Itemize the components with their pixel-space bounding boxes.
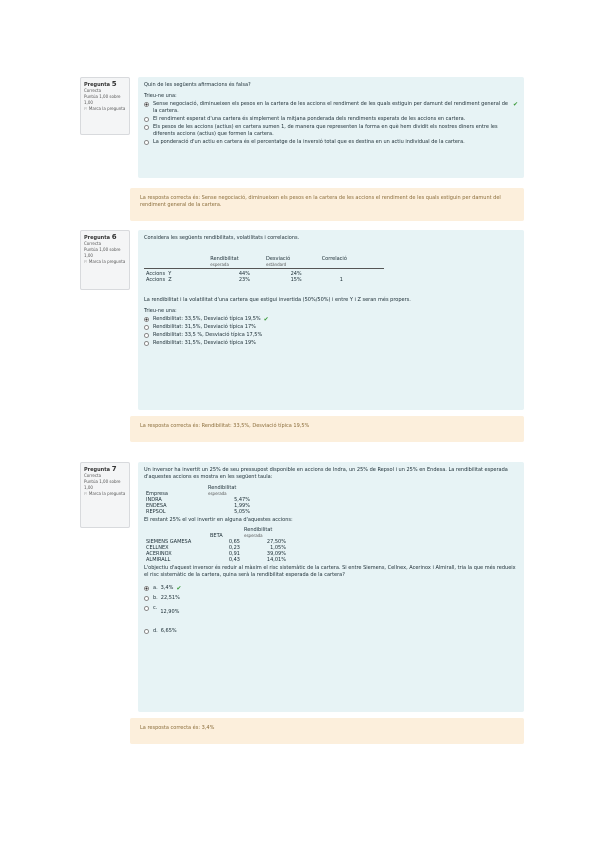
radio-button[interactable]: [144, 629, 149, 634]
question-7-feedback: La resposta correcta és: 3,4%: [130, 718, 524, 744]
answer-option[interactable]: c. 12,90%: [144, 605, 518, 616]
question-score: Puntúa 1,00 sobre 1,00: [84, 479, 121, 490]
question-5-info: [80, 77, 130, 135]
question-6-content: [138, 230, 524, 410]
returns-table: Rendibilitat esperada Desviació estàndard Correlació Accions Y 44% 24% Accions Z 23% 15% 1: [144, 256, 384, 283]
flag-icon: ⚐: [84, 259, 88, 264]
flag-question-link[interactable]: ⚐ Marca la pregunta: [84, 491, 126, 496]
question-text: Quin de les següents afirmacions és falsa?: [144, 82, 251, 88]
question-6-feedback: La resposta correcta és: Rendibilitat: 33,5%, Desviació típica 19,5%: [130, 416, 524, 442]
table-row: ALMIRALL 0,43 14,01%: [146, 557, 286, 563]
question-5-feedback: La resposta correcta és: Sense negociació, diminueixen els pesos en la cartera de les accions el rendiment de les quals estiguin per damunt del rendiment general de la cartera.: [130, 188, 524, 221]
answer-option[interactable]: La ponderació d'un actiu en cartera és el percentatge de la inversió total que es destina en un actiu individual de la cartera.: [144, 139, 518, 146]
table-row: ENDESA 1,99%: [146, 503, 250, 509]
flag-question-link[interactable]: ⚐ Marca la pregunta: [84, 106, 126, 111]
answer-option[interactable]: Rendibilitat: 33,5 %, Desviació típica 17,5%: [144, 332, 518, 339]
table-row: CELLNEX 0,23 1,05%: [146, 545, 286, 551]
question-text-2: El restant 25% el vol invertir en alguna d'aquestes accions:: [144, 517, 293, 523]
table-row: INDRA 5,47%: [146, 497, 250, 503]
question-number: Pregunta 6: [84, 233, 117, 241]
table-row: REPSOL 5,05%: [146, 509, 250, 515]
select-one-label: Trieu-ne una:: [144, 308, 177, 314]
question-7-info: [80, 462, 130, 528]
question-score: Puntúa 1,00 sobre 1,00: [84, 247, 121, 258]
radio-button[interactable]: [144, 341, 149, 346]
question-status: Correcta: [84, 88, 102, 93]
flag-icon: ⚐: [84, 491, 88, 496]
stock-returns-table: Empresa Rendibilitat esperada INDRA 5,47% ENDESA 1,99% REPSOL 5,05%: [144, 485, 264, 515]
radio-button[interactable]: [144, 333, 149, 338]
select-one-label: Trieu-ne una:: [144, 93, 177, 99]
question-number: Pregunta 7: [84, 465, 117, 473]
correct-check-icon: ✔: [176, 585, 182, 592]
answer-option[interactable]: Rendibilitat: 31,5%, Desviació típica 19%: [144, 340, 518, 347]
table-row: Accions Y 44% 24%: [146, 271, 302, 277]
radio-button[interactable]: [144, 586, 149, 591]
radio-button[interactable]: [144, 325, 149, 330]
answer-option[interactable]: Els pesos de les accions (actius) en cartera sumen 1, de manera que representen la forma en què hem dividit els nostres diners entre les diferents accions (actius) que formen la cartera.: [144, 124, 518, 138]
question-status: Correcta: [84, 473, 102, 478]
question-prompt: L'objectiu d'aquest inversor és reduir al màxim el risc sistemàtic de la cartera. Si entre Siemens, Cellnex, Acerinox i Almirall, tria la que més redueix el risc sistemàtic de la cartera, quina serà la rendibilitat esperada de la cartera?: [144, 565, 516, 578]
flag-icon: ⚐: [84, 106, 88, 111]
question-6-info: [80, 230, 130, 290]
radio-button[interactable]: [144, 117, 149, 122]
table-row: SIEMENS GAMESA 0,65 27,50%: [146, 539, 286, 545]
question-text: Considera les següents rendibilitats, volatilitats i correlacions.: [144, 235, 300, 241]
question-score: Puntúa 1,00 sobre 1,00: [84, 94, 121, 105]
question-5-content: [138, 77, 524, 178]
radio-button[interactable]: [144, 140, 149, 145]
answer-option[interactable]: a. 3,4% ✔: [144, 585, 518, 592]
answer-option[interactable]: Sense negociació, diminueixen els pesos en la cartera de les accions el rendiment de les quals estiguin per damunt del rendiment general de la cartera. ✔: [144, 101, 518, 115]
correct-check-icon: ✔: [263, 316, 269, 323]
question-text: Un inversor ha invertit un 25% de seu pressupost disponible en accions de Indra, un 25% de Repsol i un 25% en Endesa. La rendibilitat esperada d'aquestes accions es mostra en les següent taula:: [144, 467, 508, 480]
answer-option[interactable]: El rendiment esperat d'una cartera és simplement la mitjana ponderada dels rendiments esperats de les accions en cartera.: [144, 116, 518, 123]
answer-option[interactable]: Rendibilitat: 33,5%, Desviació típica 19,5% ✔: [144, 316, 518, 323]
radio-button[interactable]: [144, 102, 149, 107]
answer-option[interactable]: Rendibilitat: 31,5%, Desviació típica 17%: [144, 324, 518, 331]
question-status: Correcta: [84, 241, 102, 246]
flag-question-link[interactable]: ⚐ Marca la pregunta: [84, 259, 126, 264]
correct-check-icon: ✔: [512, 101, 518, 108]
radio-button[interactable]: [144, 606, 149, 611]
answer-option[interactable]: b. 22,51%: [144, 595, 518, 602]
question-prompt: La rendibilitat i la volatilitat d'una cartera que estigui invertida (50%/50%) i entre Y i Z seran més propers.: [144, 297, 411, 303]
radio-button[interactable]: [144, 317, 149, 322]
table-row: ACERINOX 0,91 39,09%: [146, 551, 286, 557]
question-number: Pregunta 5: [84, 80, 117, 88]
table-row: Accions Z 23% 15% 1: [146, 277, 343, 283]
radio-button[interactable]: [144, 596, 149, 601]
question-7-content: [138, 462, 524, 712]
radio-button[interactable]: [144, 125, 149, 130]
answer-option[interactable]: d. 6,65%: [144, 628, 518, 635]
beta-table: BETA Rendibilitat esperada SIEMENS GAMESA 0,65 27,50% CELLNEX 0,23 1,05% ACERINOX 0,91 39,09% ALMIRALL 0,43 14,01%: [144, 527, 294, 563]
